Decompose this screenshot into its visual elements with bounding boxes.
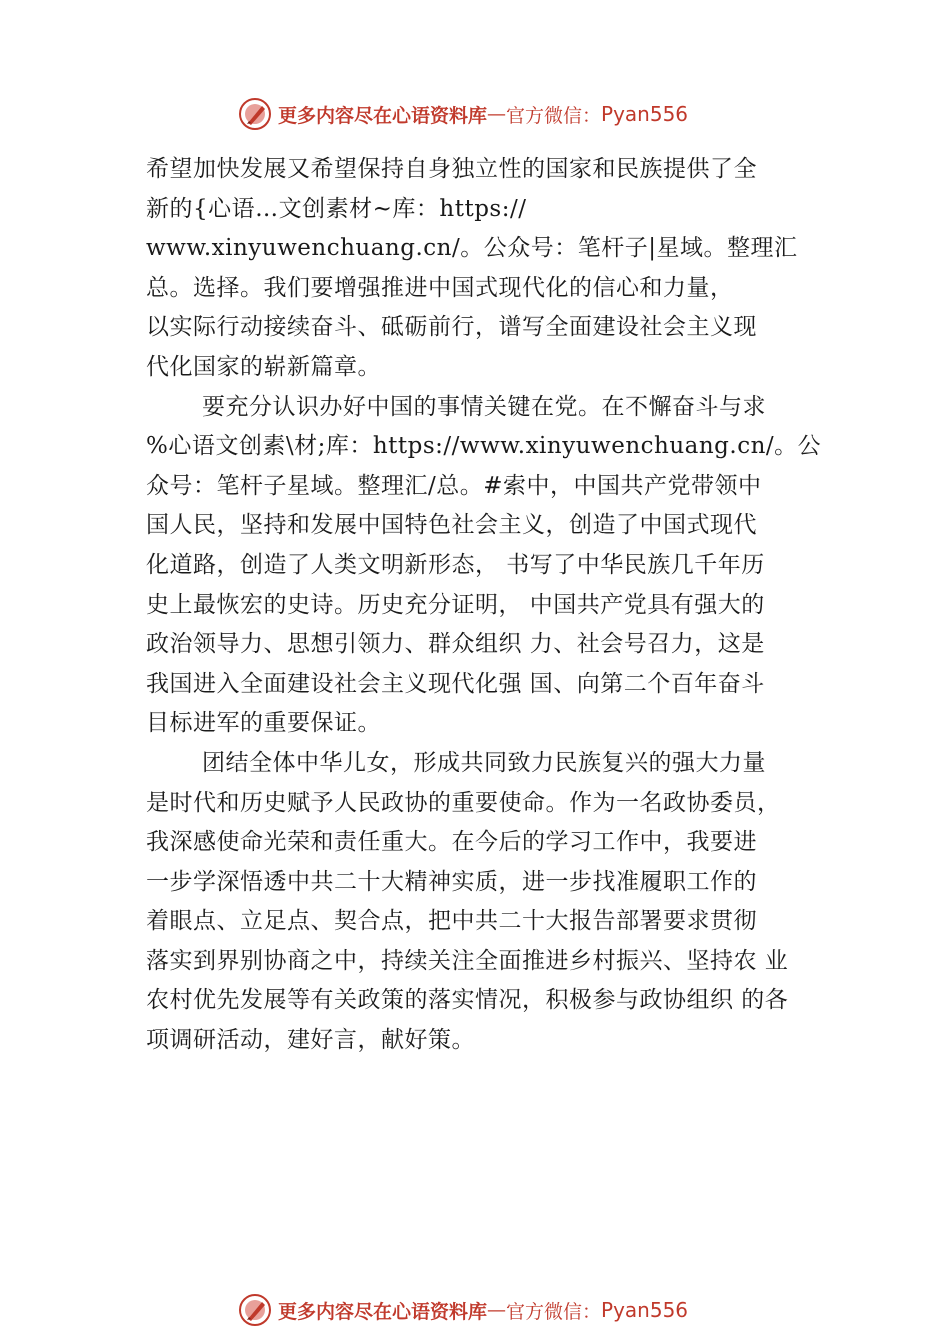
text-line: 项调研活动，建好言，献好策。 — [146, 1027, 475, 1054]
footer-brand: 更多内容尽在心语资料库 — [278, 1300, 488, 1323]
text-line: 以实际行动接续奋斗、砥砺前行，谱写全面建设社会主义现 — [146, 314, 757, 341]
footer-wechat-label: 官方微信： — [506, 1300, 602, 1323]
paragraph-start-line: 团结全体中华儿女，形成共同致力民族复兴的强大力量 — [202, 749, 766, 776]
text-line: 目标进军的重要保证。 — [146, 710, 381, 737]
footer-banner — [238, 1290, 688, 1330]
text-line: 政治领导力、思想引领力、群众组织 力、社会号召力，这是 — [146, 631, 765, 658]
text-line: 众号：笔杆子星域。整理汇/总。#索中，中国共产党带领中 — [146, 472, 762, 499]
document-body — [146, 150, 846, 1061]
text-line: 我国进入全面建设社会主义现代化强 国、向第二个百年奋斗 — [146, 670, 765, 697]
text-line: 着眼点、立足点、契合点，把中共二十大报告部署要求贯彻 — [146, 908, 757, 935]
text-line: 史上最恢宏的史诗。历史充分证明， 中国共产党具有强大的 — [146, 591, 765, 618]
header-wechat-id: Pyan556 — [601, 102, 689, 126]
header-wechat-label: 官方微信： — [506, 104, 602, 127]
text-line: 是时代和历史赋予人民政协的重要使命。作为一名政协委员， — [146, 789, 781, 816]
text-line: 我深感使命光荣和责任重大。在今后的学习工作中，我要进 — [146, 829, 757, 856]
text-line: www.xinyuwenchuang.cn/。公众号：笔杆子|星域。整理汇 — [146, 235, 798, 262]
text-line: 希望加快发展又希望保持自身独立性的国家和民族提供了全 — [146, 156, 757, 182]
text-line: 国人民，坚持和发展中国特色社会主义，创造了中国式现代 — [146, 512, 757, 539]
footer-wechat-id: Pyan556 — [601, 1298, 689, 1322]
paragraph-start-line: 要充分认识办好中国的事情关键在党。在不懈奋斗与求 — [202, 393, 766, 420]
text-line: 新的{心语…文创素材~库：https:// — [146, 195, 527, 222]
text-line: 落实到界别协商之中，持续关注全面推进乡村振兴、坚持农 业 — [146, 947, 789, 974]
text-line: 农村优先发展等有关政策的落实情况，积极参与政协组织 的各 — [146, 987, 789, 1014]
pen-nib-logo-icon — [238, 97, 272, 131]
text-line: 化道路，创造了人类文明新形态， 书写了中华民族几千年历 — [146, 551, 765, 578]
text-line: 代化国家的崭新篇章。 — [146, 353, 381, 380]
text-line: %心语文创素\材;库：https://www.xinyuwenchuang.cn/。公 — [146, 433, 822, 460]
text-line: 总。选择。我们要增强推进中国式现代化的信心和力量， — [146, 274, 734, 301]
footer-separator: — — [487, 1299, 507, 1321]
header-banner — [238, 94, 688, 134]
header-brand: 更多内容尽在心语资料库 — [278, 104, 488, 127]
header-separator: — — [487, 103, 507, 125]
pen-nib-logo-icon — [238, 1293, 272, 1327]
text-line: 一步学深悟透中共二十大精神实质，进一步找准履职工作的 — [146, 868, 757, 895]
